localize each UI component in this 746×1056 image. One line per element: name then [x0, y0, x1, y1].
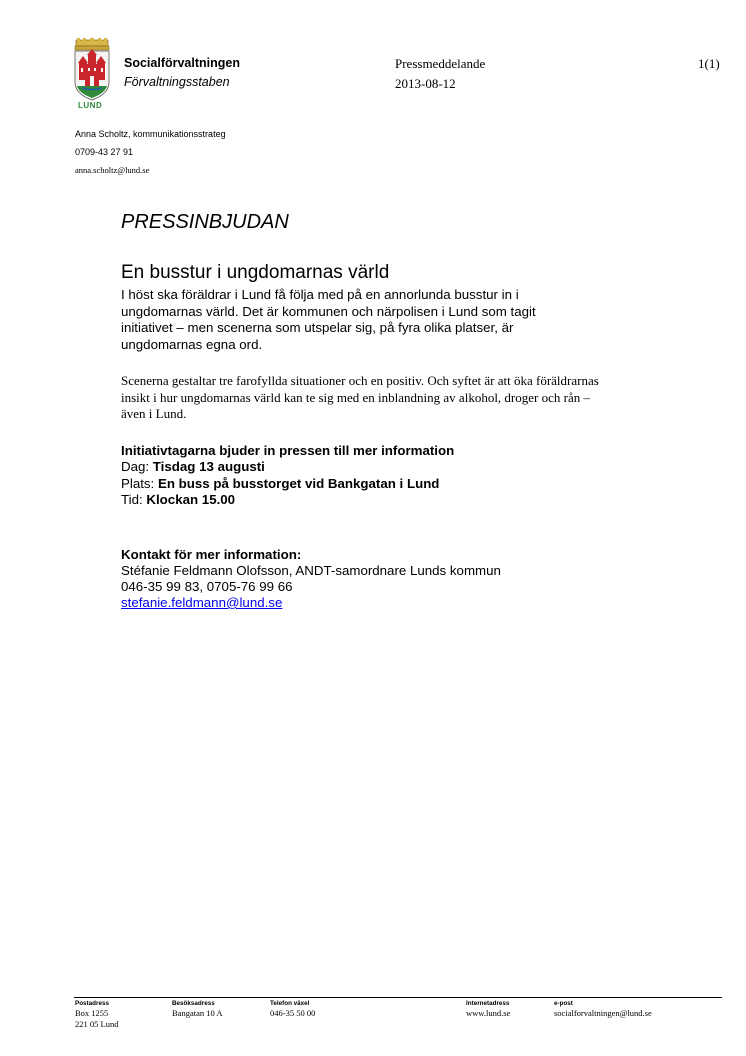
press-invitation-label: PRESSINBJUDAN [121, 211, 289, 233]
contact-heading: Kontakt för mer information: [121, 547, 302, 562]
contact-block [121, 547, 621, 611]
place-label: Plats: [121, 475, 158, 491]
phone-value: 046-35 50 00 [270, 1008, 316, 1018]
footer-postal [75, 1000, 118, 1030]
postal-line1: Box 1255 [75, 1008, 109, 1018]
footer-divider [74, 997, 722, 998]
postal-label: Postadress [75, 1000, 109, 1007]
time-label: Tid: [121, 492, 147, 508]
time-line [121, 492, 621, 508]
document-date: 2013-08-12 [395, 76, 456, 91]
contact-phones: 046-35 99 83, 0705-76 99 66 [121, 579, 293, 594]
headline: En busstur i ungdomarnas värld [121, 262, 390, 283]
email-label: e-post [554, 1000, 573, 1007]
sender-name: Anna Scholtz, kommunikationsstrateg [75, 129, 226, 139]
web-label: Internetadress [466, 1000, 510, 1007]
invitation-heading: Initiativtagarna bjuder in pressen till mer information [121, 443, 455, 458]
email-value: socialforvaltningen@lund.se [554, 1008, 652, 1018]
day-line [121, 459, 621, 475]
footer-visit [172, 1000, 223, 1019]
unit-name: Förvaltningsstaben [124, 75, 230, 89]
logo-text: LUND [78, 101, 103, 110]
lead-paragraph: I höst ska föräldrar i Lund få följa med på en annorlunda busstur in i ungdomarnas värld. Det är kommunen och närpolisen i Lund som tagit initiativet – men scenerna som utspelar sig, på fyra olika platser, är ungdomarnas egna ord. [121, 287, 536, 352]
place-value: En buss på busstorget vid Bankgatan i Lund [157, 475, 440, 491]
invitation-block [121, 443, 621, 509]
lund-coat-of-arms-logo [74, 38, 110, 112]
visit-label: Besöksadress [172, 1000, 215, 1007]
time-value: Klockan 15.00 [146, 492, 236, 508]
contact-email-link[interactable]: stefanie.feldmann@lund.se [121, 595, 283, 610]
department-name: Socialförvaltningen [124, 56, 240, 70]
footer-web [466, 1000, 510, 1019]
body-paragraph: Scenerna gestaltar tre farofyllda situationer och en positiv. Och syftet är att öka föräldrarnas insikt i hur ungdomarnas värld kan te sig med en inblandning av alkohol, droger och rån – även i Lund. [121, 373, 599, 421]
web-value: www.lund.se [466, 1008, 511, 1018]
sender-email: anna.scholtz@lund.se [75, 165, 150, 175]
footer-phone [270, 1000, 315, 1019]
day-value: Tisdag 13 augusti [152, 459, 265, 475]
contact-name: Stéfanie Feldmann Olofsson, ANDT-samordnare Lunds kommun [121, 563, 501, 578]
day-label: Dag: [121, 459, 153, 475]
footer-email [554, 1000, 652, 1019]
visit-value: Bangatan 10 A [172, 1008, 223, 1018]
page-number: 1(1) [698, 56, 720, 71]
sender-phone: 0709-43 27 91 [75, 147, 134, 157]
postal-line2: 221 05 Lund [75, 1019, 119, 1029]
place-line [121, 476, 621, 492]
document-type: Pressmeddelande [395, 56, 486, 71]
phone-label: Telefon växel [270, 1000, 310, 1007]
